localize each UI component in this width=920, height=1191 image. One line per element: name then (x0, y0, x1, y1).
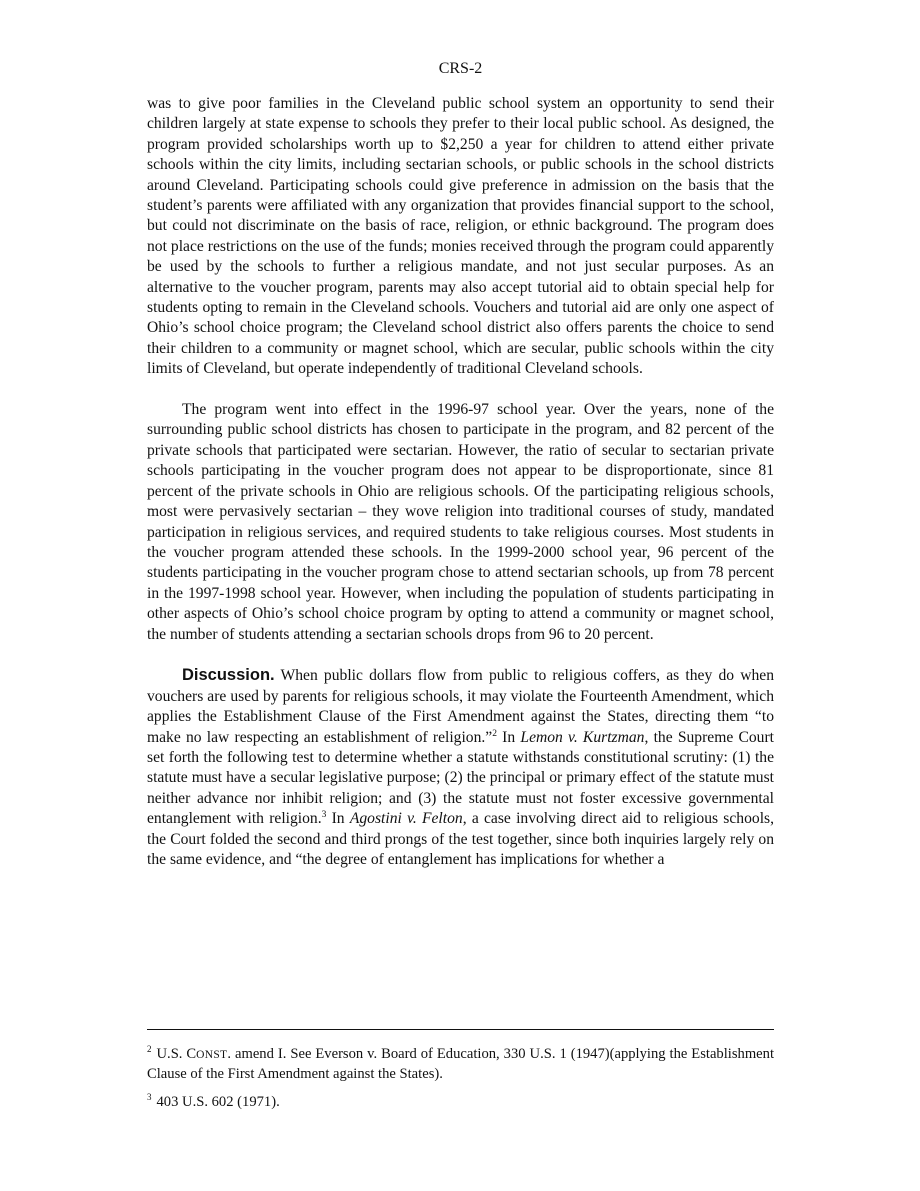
footnote-text: . amend I. See Everson v. Board of Education, 330 U.S. 1 (1947)(applying the Establishment Clause of the First Amendment against the States). (147, 1046, 774, 1082)
footnote-text: 403 U.S. 602 (1971). (156, 1094, 280, 1110)
discussion-text: When public dollars flow from public to religious coffers, as they do when vouchers are used by parents for religious schools, it may violate the Fourteenth Amendment, which applies the Establishment Clause of the First Amendment against the States, directing them “to make no law respecting an establishment of religion.” (147, 667, 774, 746)
discussion-text: In (496, 728, 521, 746)
footnote-text: U.S. C (156, 1046, 197, 1062)
paragraph-2: The program went into effect in the 1996-97 school year. Over the years, none of the surrounding public school districts has chosen to participate in the program, and 82 percent of the private schools that participated were sectarian. However, the ratio of secular to sectarian private schools participating in the voucher program does not appear to be disproportionate, since 81 percent of the private schools in Ohio are religious schools. Of the participating religious schools, most were pervasively sectarian – they wove religion into traditional courses of study, mandated participation in religious services, and required students to take religious courses. Most students in the voucher program attended these schools. In the 1999-2000 school year, 96 percent of the students participating in the voucher program chose to attend sectarian schools, up from 78 percent in the 1997-1998 school year. However, when including the population of students participating in other aspects of Ohio’s school choice program by opting to attend a community or magnet school, the number of students attending a sectarian schools drops from 96 to 20 percent. (147, 401, 774, 643)
discussion-heading: Discussion. (182, 666, 275, 685)
discussion-text: , the Supreme Court set forth the following test to determine whether a statute withstands constitutional scrutiny: (1) the statute must have a secular legislative purpose; (2) the principal or primary effect of the statute must neither advance nor inhibit religion; and (3) the statute must not foster excessive governmental entanglement with religion. (147, 728, 774, 828)
footnote-number: 2 (147, 1044, 152, 1055)
footnotes (147, 1045, 774, 1121)
footnote-divider (147, 1029, 774, 1030)
footnote-number: 3 (147, 1092, 152, 1103)
footnote-2 (147, 1045, 774, 1084)
document-body (147, 94, 774, 891)
paragraph-1: was to give poor families in the Cleveland public school system an opportunity to send their children largely at state expense to schools they prefer to their local public school. As designed, the program provided scholarships worth up to $2,250 a year for children to attend either private schools within the city limits, including sectarian schools, or public schools in the school districts around Cleveland. Participating schools could give preference in admission on the basis that the student’s parents were affiliated with any organization that provides financial support to the school, but could not discriminate on the basis of race, religion, or ethnic background. The program does not place restrictions on the use of the funds; monies received through the program could apparently be used by the schools to further a religious mandate, and not just secular purposes. As an alternative to the voucher program, parents may also accept tutorial aid to obtain special help for students opting to remain in the Cleveland schools. Vouchers and tutorial aid are only one aspect of Ohio’s school choice program; the Cleveland school district also offers parents the choice to send their children to a community or magnet school, which are secular, public schools within the city limits of Cleveland, but operate independently of traditional Cleveland schools. (147, 95, 774, 378)
footnote-ref-2[interactable]: 2 (492, 728, 497, 739)
case-citation-lemon: Lemon v. Kurtzman (520, 728, 645, 746)
discussion-text: , a case involving direct aid to religious schools, the Court folded the second and third prongs of the test together, since both inquiries largely rely on the same evidence, and “the degree of entanglement has implications for whether a (147, 810, 774, 868)
footnote-3 (147, 1093, 774, 1112)
case-citation-agostini: Agostini v. Felton (349, 810, 463, 828)
page-header: CRS-2 (438, 60, 483, 77)
paragraph-3-discussion (147, 665, 774, 870)
footnote-smallcaps: ONST (196, 1049, 228, 1061)
discussion-text: In (326, 810, 350, 828)
footnote-ref-3[interactable]: 3 (321, 810, 327, 820)
